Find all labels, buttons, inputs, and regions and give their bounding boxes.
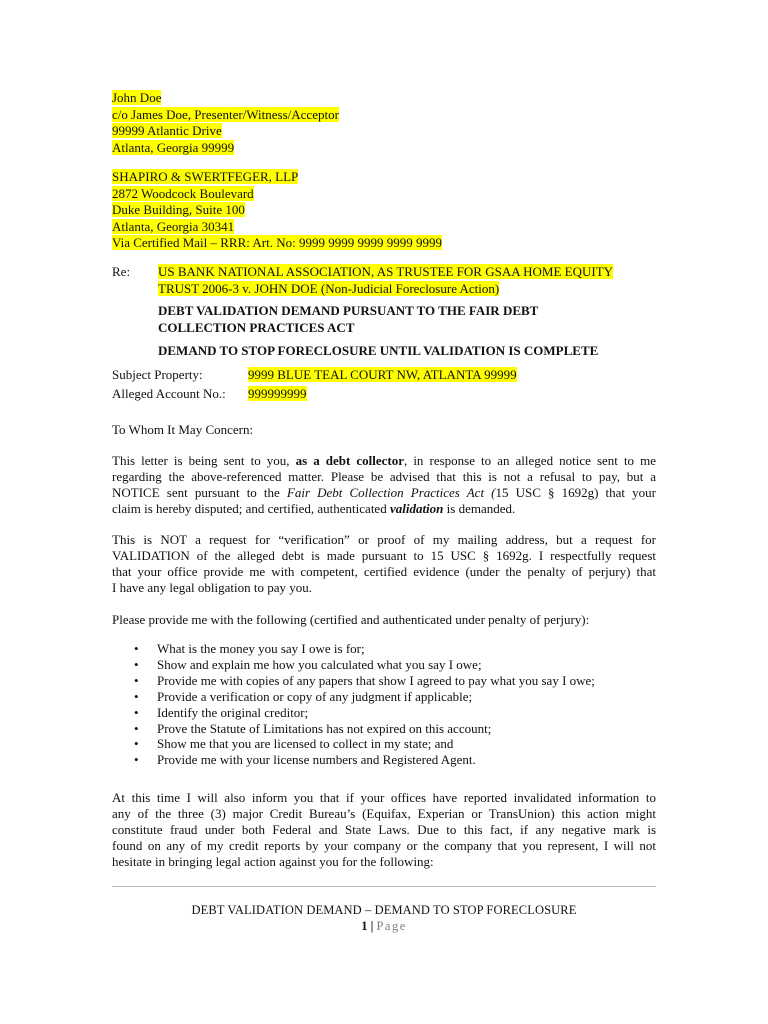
paragraph-debt-collector [112, 453, 656, 517]
sender-city: Atlanta, Georgia 99999 [112, 139, 235, 155]
list-item: • What is the money you say I owe is for; [112, 641, 595, 657]
page-word: Page [376, 919, 407, 933]
list-item: • Show and explain me how you calculated what you say I owe; [112, 657, 595, 673]
recipient-address [112, 169, 442, 252]
p1-text-f: 15 USC § 1692g) that your [495, 485, 656, 500]
demand-list [112, 641, 595, 768]
p4-line-4: found on any of my credit reports by your company or the company that you represent, I will not [112, 838, 656, 853]
sender-street: 99999 Atlantic Drive [112, 123, 222, 138]
p1-text-g: claim is hereby disputed; and certified, authenticated [112, 501, 390, 516]
p2-line-3: that your office provide me with competent, certified evidence (under the penalty of perjury) that [112, 564, 656, 579]
recipient-name: SHAPIRO & SWERTFEGER, LLP [112, 169, 299, 184]
p4-line-5: hesitate in bringing legal action against you for the following: [112, 854, 434, 869]
account-number-value: 999999999 [248, 386, 307, 401]
heading-validation-line-1: DEBT VALIDATION DEMAND PURSUANT TO THE FAIR DEBT [158, 303, 539, 318]
list-item: • Provide me with copies of any papers that show I agreed to pay what you say I owe; [112, 673, 595, 689]
footer-divider [112, 886, 656, 887]
salutation: To Whom It May Concern: [112, 422, 254, 437]
paragraph-credit-bureau [112, 790, 656, 870]
heading-validation [158, 303, 538, 336]
re-label: Re: [112, 264, 131, 279]
p1-bold-debt-collector: as a debt collector [295, 453, 405, 468]
list-item: • Provide me with your license numbers and Registered Agent. [112, 752, 595, 768]
recipient-building: Duke Building, Suite 100 [112, 202, 245, 217]
p4-line-3: constitute fraud under both Federal and State Laws. Due to this fact, if any negative mark is [112, 822, 656, 837]
re-subject-line-2: TRUST 2006-3 v. JOHN DOE (Non-Judicial Foreclosure Action) [158, 280, 500, 296]
re-subject-line-1: US BANK NATIONAL ASSOCIATION, AS TRUSTEE FOR GSAA HOME EQUITY [158, 264, 614, 279]
sender-care-of: c/o James Doe, Presenter/Witness/Acceptor [112, 106, 339, 122]
recipient-city: Atlanta, Georgia 30341 [112, 218, 235, 234]
p1-text-c: , in response to an alleged notice sent to me [404, 453, 656, 468]
footer-page-number [112, 919, 656, 934]
recipient-street: 2872 Woodcock Boulevard [112, 185, 254, 201]
sender-address [112, 90, 339, 156]
p1-text-i: is demanded. [443, 501, 516, 516]
heading-stop-foreclosure: DEMAND TO STOP FORECLOSURE UNTIL VALIDATION IS COMPLETE [158, 343, 599, 358]
p4-line-2: any of the three (3) major Credit Bureau’s (Equifax, Experian or TransUnion) this action might [112, 806, 656, 821]
p2-line-2: VALIDATION of the alleged debt is made pursuant to 15 USC § 1692g. I respectfully request [112, 548, 656, 563]
subject-property-label: Subject Property: [112, 367, 203, 382]
p1-bold-validation: validation [389, 501, 444, 516]
sender-name: John Doe [112, 90, 162, 105]
p1-text-d: NOTICE sent pursuant to the [112, 485, 287, 500]
page-number: 1 [361, 919, 368, 933]
list-item: • Provide a verification or copy of any judgment if applicable; [112, 689, 595, 705]
recipient-mail-method: Via Certified Mail – RRR: Art. No: 9999 9999 9999 9999 9999 [112, 235, 442, 250]
account-number-label: Alleged Account No.: [112, 386, 226, 401]
list-item: • Prove the Statute of Limitations has not expired on this account; [112, 721, 595, 737]
p2-line-4: I have any legal obligation to pay you. [112, 580, 313, 595]
p1-italic-act: Fair Debt Collection Practices Act ( [286, 485, 496, 500]
paragraph-provide-following: Please provide me with the following (certified and authenticated under penalty of perjury): [112, 612, 590, 627]
subject-property-value: 9999 BLUE TEAL COURT NW, ATLANTA 99999 [248, 367, 517, 382]
footer-title: DEBT VALIDATION DEMAND – DEMAND TO STOP FORECLOSURE [191, 903, 577, 917]
list-item: • Show me that you are licensed to collect in my state; and [112, 736, 595, 752]
re-subject [158, 264, 613, 297]
list-item: • Identify the original creditor; [112, 705, 595, 721]
paragraph-validation-request [112, 532, 656, 596]
heading-validation-line-2: COLLECTION PRACTICES ACT [158, 319, 355, 335]
p4-line-1: At this time I will also inform you that if your offices have reported invalidated information to [112, 790, 656, 805]
p1-text-a: This letter is being sent to you, [112, 453, 296, 468]
page-separator: | [367, 919, 377, 933]
p2-line-1: This is NOT a request for “verification” or proof of my mailing address, but a request for [112, 532, 656, 547]
p1-line-2: regarding the above-referenced matter. Please be advised that this is not a refusal to pay, but a [112, 469, 656, 484]
